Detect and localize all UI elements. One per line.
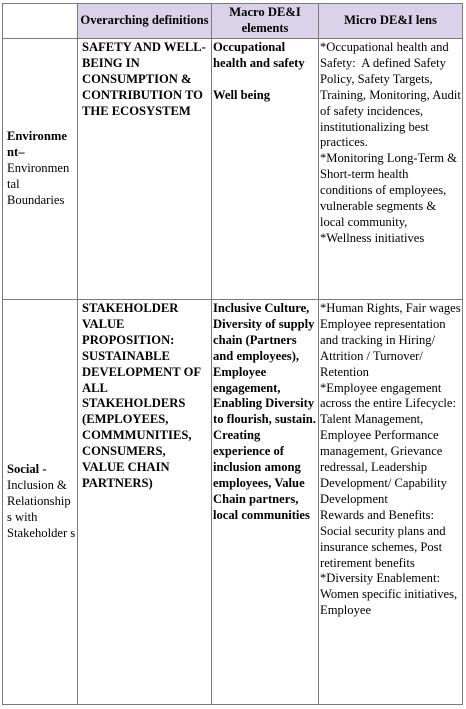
macro-element-2: Well being — [213, 87, 271, 102]
definition-text: SAFETY AND WELL-BEING IN CONSUMPTION & CONTRIBUTION TO THE ECOSYSTEM — [82, 40, 206, 118]
dei-framework-table — [2, 3, 463, 705]
header-micro-lens: Micro DE&I lens — [319, 4, 463, 39]
dimension-subtitle: Environmen tal Boundaries — [7, 161, 70, 207]
micro-cell — [319, 39, 463, 300]
table-row-environment — [3, 39, 463, 300]
dimension-cell — [3, 39, 78, 300]
macro-cell — [212, 39, 319, 300]
dimension-title: Environme nt– — [7, 129, 67, 160]
micro-cell — [319, 300, 463, 705]
header-row — [3, 4, 463, 39]
macro-element-1: Occupational health and safety — [213, 40, 305, 70]
definition-cell — [78, 300, 212, 705]
definition-text: STAKEHOLDER VALUE PROPOSITION: SUSTAINABLE DEVELOPMENT OF ALL STAKEHOLDERS (EMPLOYEES, COMMMUNITIES, CONSUMERS, VALUE CHAIN PARTNERS) — [82, 301, 204, 490]
dimension-subtitle: Inclusion & Relationship s with Stakeholder s — [7, 478, 76, 540]
header-overarching-definitions: Overarching definitions — [78, 4, 212, 39]
header-blank-cell — [3, 4, 78, 39]
definition-cell — [78, 39, 212, 300]
macro-element-1: Inclusive Culture, Diversity of supply chain (Partners and employees), Employee engagement, Enabling Diversity to flourish, sustain. Creating experience of inclusion among employees, Value Chain partners, local communities — [213, 301, 320, 522]
micro-lens-text: *Occupational health and Safety: A defined Safety Policy, Safety Targets, Training, Monitoring, Audit of safety incidences, institutionalizing best practices. *Monitoring Long-Term & Short-term health conditions of employees, vulnerable segments & local community, *Wellness initiatives — [320, 40, 461, 245]
dimension-cell — [3, 300, 78, 705]
micro-lens-text: *Human Rights, Fair wages Employee representation and tracking in Hiring/ Attrition / Turnover/ Retention *Employee engagement across the entire Lifecycle: Talent Management, Employee Performance management, Grievance redressal, Leadership Development/ Capability Development Rewards and Benefits: Social security plans and insurance schemes, Post retirement benefits *Diversity Enablement: Women specific initiatives, Employee — [320, 301, 461, 618]
macro-cell — [212, 300, 319, 705]
table-row-social — [3, 300, 463, 705]
header-macro-elements: Macro DE&I elements — [212, 4, 319, 39]
dimension-title: Social - — [7, 462, 47, 477]
